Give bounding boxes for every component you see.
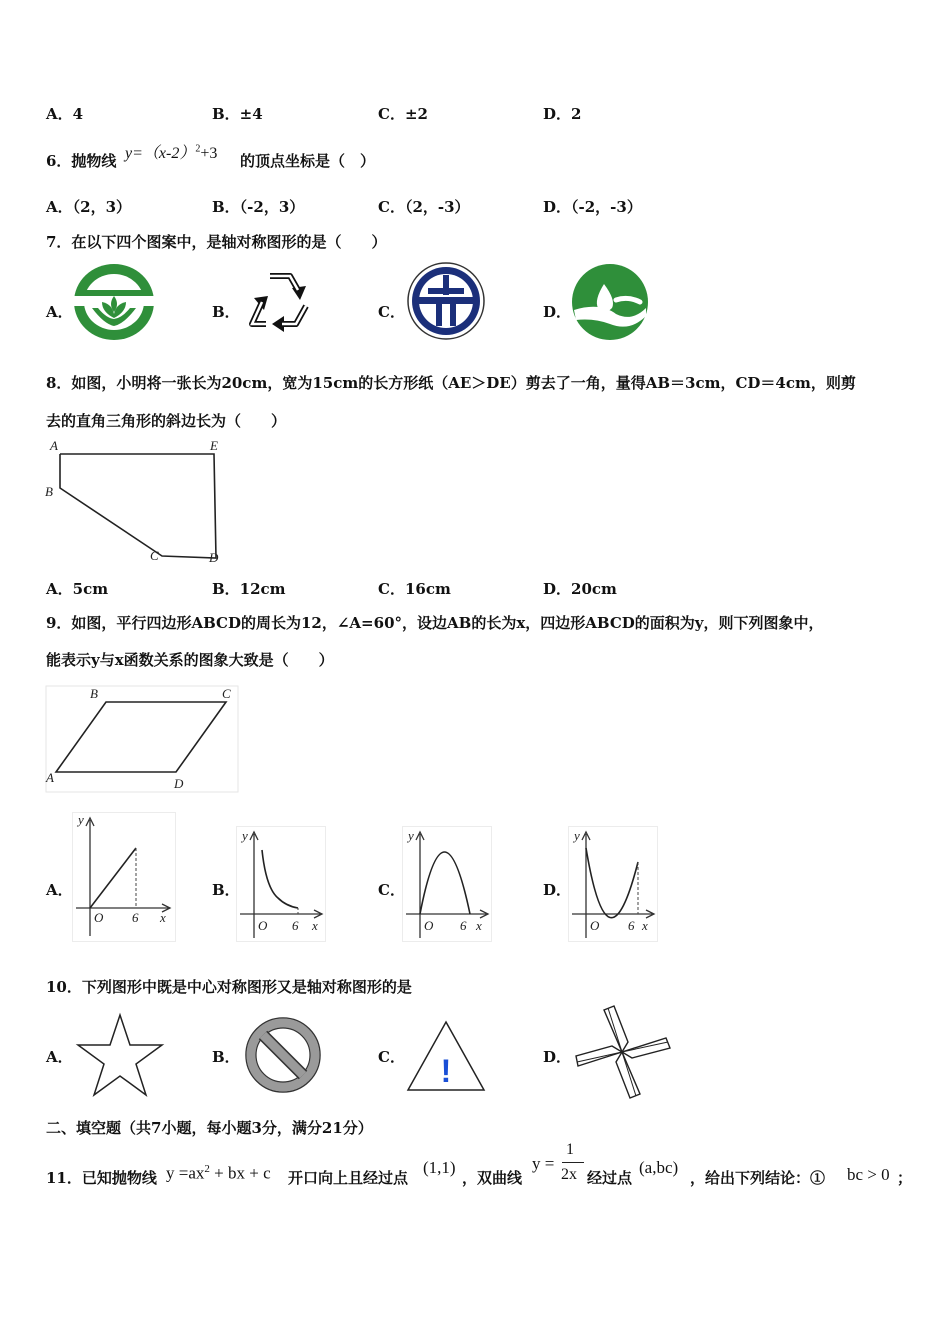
q9-graph-b [236,826,326,942]
q6-number: 6．抛物线 [46,152,117,170]
q6-option-b: B．（-2，3） [212,198,305,216]
q9-label-b: B [90,686,98,701]
q10-letter-d: D． [543,1048,572,1066]
q8-label-e: E [210,438,218,453]
q11-condition: bc > 0 [847,1165,890,1184]
q10-letter-b: B． [212,1048,240,1066]
q9-parallelogram-figure [44,684,240,796]
q11-point-2: (a,bc) [639,1158,679,1177]
section2-title: 二、填空题（共7小题，每小题3分，满分21分） [46,1119,373,1137]
q9-letter-b: B． [212,881,240,899]
q9-letter-c: C． [378,881,405,899]
q5-option-c: C．±2 [378,105,428,123]
q9b-six-label: 6 [292,918,299,933]
q9-letter-d: D． [543,881,572,899]
q9c-y-label: y [408,828,414,843]
q9d-origin-label: O [590,918,600,933]
q7-question: 7．在以下四个图案中，是轴对称图形的是（ ） [46,233,387,251]
q6-suffix: 的顶点坐标是（ ） [240,152,376,170]
q11-text-4: ，给出下列结论：① [690,1169,826,1187]
recycle-icon [240,262,320,342]
q11-text-1: 开口向上且经过点 [288,1169,409,1187]
q8-label-d: D [209,550,219,565]
warning-triangle-icon [404,1018,488,1094]
q9d-six-label: 6 [628,918,635,933]
q11-text-3: 经过点 [587,1169,633,1187]
q9c-origin-label: O [424,918,434,933]
q9-graph-a [72,812,176,942]
q5-option-d: D．2 [543,105,582,123]
q9b-origin-label: O [258,918,268,933]
q11-text-2: ，双曲线 [462,1169,523,1187]
q8-option-a: A．5cm [46,580,109,598]
q9-label-a: A [46,770,54,785]
q7-letter-a: A． [46,303,73,321]
q11-hyperbola-denominator: 2x [561,1166,577,1183]
exclamation-mark-icon: ! [440,1053,452,1089]
q9a-origin-label: O [94,910,104,925]
q6-option-c: C．（2，-3） [378,198,470,216]
star-icon [74,1012,166,1098]
q8-option-c: C．16cm [378,580,451,598]
q7-letter-d: D． [543,303,572,321]
q9-graph-c [402,826,492,942]
q9-graph-d [568,826,658,942]
q8-label-a: A [50,438,58,453]
q8-figure [44,436,234,570]
q9-question-line2: 能表示y与x函数关系的图象大致是（ ） [46,651,334,669]
q8-option-d: D．20cm [543,580,617,598]
pinwheel-icon [574,1004,672,1100]
q11-fraction-bar [562,1162,584,1163]
q7-letter-c: C． [378,303,405,321]
q9a-x-label: x [160,910,166,925]
q11-parabola-equation: $y =ax^2$ + bx + c [166,1163,271,1183]
q8-label-b: B [45,484,53,499]
q10-question: 10．下列图形中既是中心对称图形又是轴对称图形的是 [46,978,412,996]
prohibition-sign-icon [243,1015,323,1095]
q7-letter-b: B． [212,303,240,321]
q8-option-b: B．12cm [212,580,286,598]
q11-end: ； [897,1169,913,1187]
q9-label-d: D [174,776,184,791]
q9c-x-label: x [476,918,482,933]
green-food-logo-icon [72,262,156,342]
q9b-x-label: x [312,918,318,933]
q6-equation: $y=(x-2)^2+3$ [125,143,218,162]
q9-label-c: C [222,686,231,701]
q5-option-b: B．±4 [212,105,263,123]
q9c-six-label: 6 [460,918,467,933]
q9b-y-label: y [242,828,248,843]
q9a-y-label: y [78,812,84,827]
q11-point-1: (1,1) [423,1158,456,1177]
railway-logo-icon [404,261,488,341]
q5-option-a: A．4 [46,105,84,123]
q11-hyperbola-y: y = [532,1154,555,1173]
q9d-x-label: x [642,918,648,933]
q10-letter-c: C． [378,1048,405,1066]
q10-letter-a: A． [46,1048,73,1066]
q8-label-c: C [150,548,159,563]
q9-letter-a: A． [46,881,73,899]
water-drop-logo-icon [570,262,650,342]
q8-question-line2: 去的直角三角形的斜边长为（ ） [46,412,287,430]
q6-option-a: A．（2，3） [46,198,132,216]
q9-question-line1: 9．如图，平行四边形ABCD的周长为12，∠A=60°，设边AB的长为x，四边形ABCD的面积为y，则下列图象中， [46,614,824,632]
q6-option-d: D．（-2，-3） [543,198,642,216]
q9d-y-label: y [574,828,580,843]
q9a-six-label: 6 [132,910,139,925]
q11-number: 11．已知抛物线 [46,1169,157,1187]
q11-hyperbola-numerator: 1 [566,1141,574,1158]
q8-question-line1: 8．如图，小明将一张长为20cm，宽为15cm的长方形纸（AE＞DE）剪去了一角，量得AB＝3cm，CD＝4cm，则剪 [46,374,856,392]
